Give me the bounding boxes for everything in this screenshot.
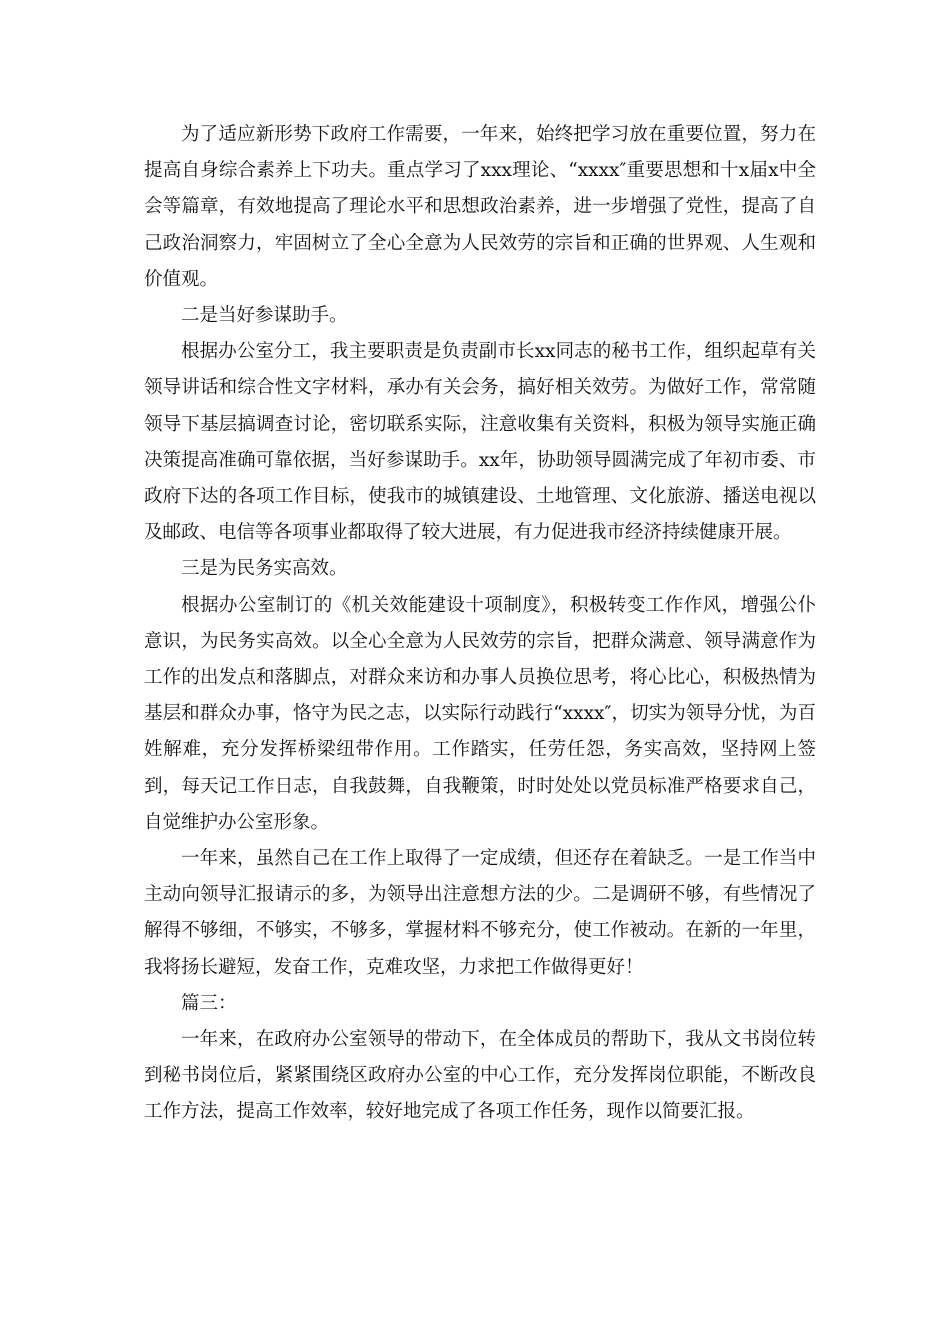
document-body bbox=[144, 117, 816, 1131]
paragraph-part-three-intro: 一年来，在政府办公室领导的带动下，在全体成员的帮助下，我从文书岗位转到秘书岗位后，紧紧围绕区政府办公室的中心工作，充分发挥岗位职能，不断改良工作方法，提高工作效率，较好地完成了各项工作任务，现作以简要汇报。 bbox=[144, 1029, 816, 1123]
paragraph-efficiency: 根据办公室制订的《机关效能建设十项制度》，积极转变工作作风，增强公仆意识，为民务实高效。以全心全意为人民效劳的宗旨，把群众满意、领导满意作为工作的出发点和落脚点，对群众来访和办事人员换位思考，将心比心，积极热情为基层和群众办事，恪守为民之志，以实际行动践行“xxxx″，切实为领导分忧，为百姓解难，充分发挥桥梁纽带作用。工作踏实，任劳任怨，务实高效，坚持网上签到，每天记工作日志，自我鼓舞，自我鞭策，时时处处以党员标准严格要求自己，自觉维护办公室形象。 bbox=[144, 594, 816, 833]
paragraph-shortcomings: 一年来，虽然自己在工作上取得了一定成绩，但还存在着缺乏。一是工作当中主动向领导汇报请示的多，为领导出注意想方法的少。二是调研不够，有些情况了解得不够细，不够实，不够多，掌握材料不够充分，使工作被动。在新的一年里，我将扬长避短，发奋工作，克难攻坚，力求把工作做得更好！ bbox=[144, 848, 816, 978]
paragraph-advisor: 根据办公室分工，我主要职责是负责副市长xx同志的秘书工作，组织起草有关领导讲话和综合性文字材料，承办有关会务，搞好相关效劳。为做好工作，常常随领导下基层搞调查讨论，密切联系实际，注意收集有关资料，积极为领导实施正确决策提高准确可靠依据，当好参谋助手。xx年，协助领导圆满完成了年初市委、市政府下达的各项工作目标，使我市的城镇建设、土地管理、文化旅游、播送电视以及邮政、电信等各项事业都取得了较大进展，有力促进我市经济持续健康开展。 bbox=[144, 341, 816, 544]
section-heading-efficiency: 三是为民务实高效。 bbox=[181, 558, 348, 580]
section-heading-advisor: 二是当好参谋助手。 bbox=[181, 305, 348, 327]
section-heading-part-three: 篇三： bbox=[181, 992, 237, 1014]
paragraph-study: 为了适应新形势下政府工作需要，一年来，始终把学习放在重要位置，努力在提高自身综合素养上下功夫。重点学习了xxx理论、“xxxx″重要思想和十x届x中全会等篇章，有效地提高了理论水平和思想政治素养，进一步增强了党性，提高了自己政治洞察力，牢固树立了全心全意为人民效劳的宗旨和正确的世界观、人生观和价值观。 bbox=[144, 124, 816, 290]
